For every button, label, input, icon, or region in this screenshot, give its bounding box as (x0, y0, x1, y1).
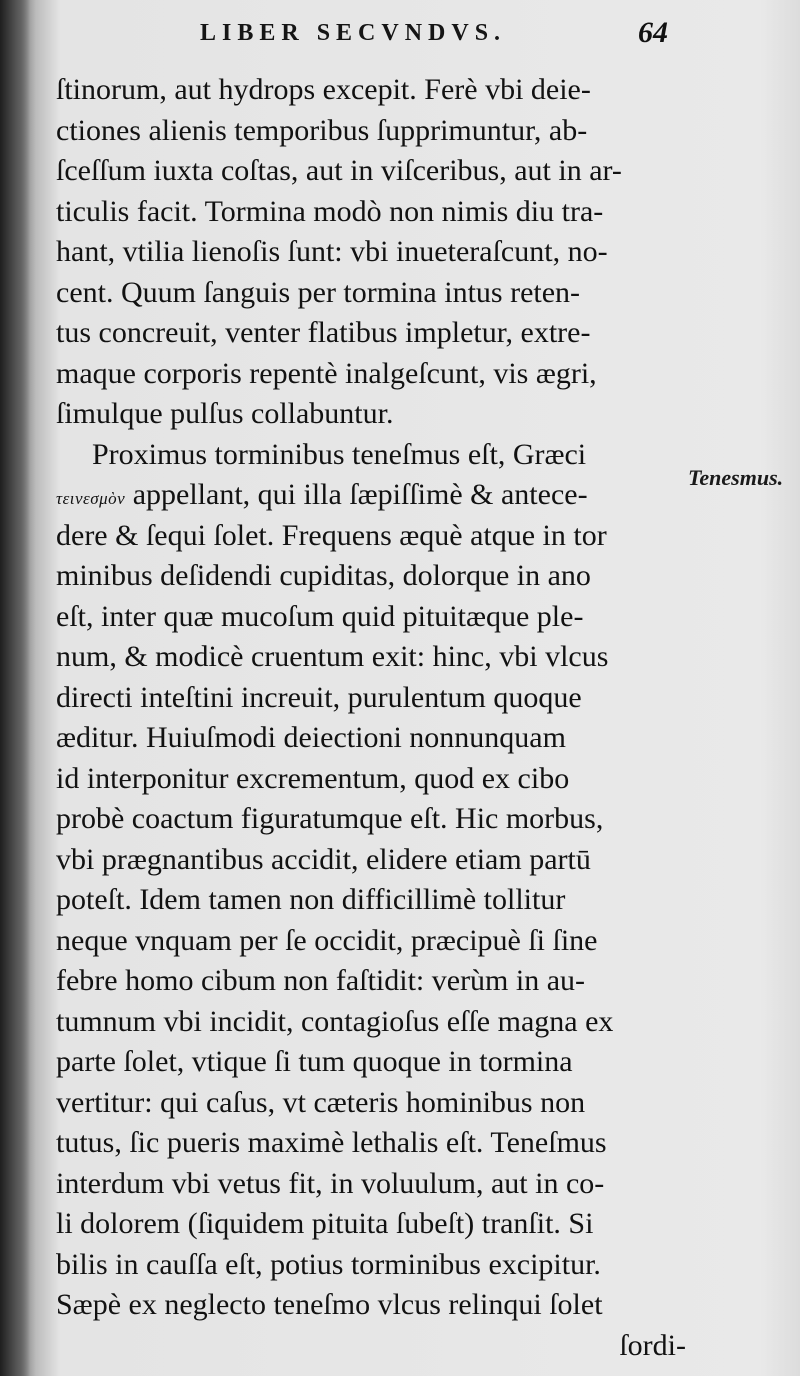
text-line: eſt, inter quæ mucoſum quid pituitæque ple- (56, 599, 584, 633)
page-number: 64 (638, 16, 668, 49)
greek-word: τεινεσμὸν (56, 489, 126, 508)
text-line: interdum vbi vetus fit, in voluulum, aut in co- (56, 1166, 605, 1200)
text-line: Sæpè ex neglecto teneſmo vlcus relinqui ſolet (56, 1288, 603, 1321)
text-line: id interponitur excrementum, quod ex cibo (56, 761, 570, 795)
text-line: neque vnquam per ſe occidit, præcipuè ſi ſine (56, 923, 598, 957)
text-line-with-greek (56, 475, 686, 516)
text-line: tumnum vbi incidit, contagioſus eſſe magna ex (56, 1004, 614, 1038)
marginal-note: Tenesmus. (688, 465, 784, 490)
text-line: tutus, ſic pueris maximè lethalis eſt. Teneſmus (56, 1126, 607, 1159)
text-line: ticulis facit. Tormina modò non nimis diu tra- (56, 194, 604, 228)
text-line: ſtinorum, aut hydrops excepit. Ferè vbi deie- (56, 73, 591, 106)
book-gutter (0, 0, 30, 1376)
text-line: bilis in cauſſa eſt, potius torminibus excipitur. (56, 1247, 601, 1281)
text-line: cent. Quum ſanguis per tormina intus reten- (56, 275, 581, 309)
page-header (180, 14, 680, 54)
text-line: dere & ſequi ſolet. Frequens æquè atque in tor (56, 518, 607, 552)
text-line: ctiones alienis temporibus ſupprimuntur, ab- (56, 113, 588, 147)
text-line: minibus deſidendi cupiditas, dolorque in ano (56, 559, 591, 592)
text-line: maque corporis repentè inalgeſcunt, vis ægri, (56, 356, 597, 390)
text-line: febre homo cibum non faſtidit: verùm in au- (56, 964, 586, 997)
text-line: hant, vtilia lienoſis ſunt: vbi inueteraſcunt, no- (56, 235, 608, 268)
text-line: vbi prægnantibus accidit, elidere etiam partū (56, 842, 591, 876)
text-line: ſceſſum iuxta coſtas, aut in viſceribus, aut in ar- (56, 154, 622, 187)
text-line: tus concreuit, venter flatibus impletur, extre- (56, 316, 591, 349)
text-line: li dolorem (ſiquidem pituita ſubeſt) tranſit. Si (56, 1207, 594, 1240)
text-line: probè coactum figuratumque eſt. Hic morbus, (56, 802, 604, 835)
text-line: num, & modicè cruentum exit: hinc, vbi vlcus (56, 640, 609, 673)
main-text-block (56, 70, 686, 1366)
text-line: ſimulque pulſus collabuntur. (56, 397, 394, 430)
text-line: poteſt. Idem tamen non difficillimè tollitur (56, 883, 566, 916)
running-head: LIBER SECVNDVS. (200, 20, 507, 46)
paragraph-start-line: Proximus torminibus teneſmus eſt, Græci (92, 437, 587, 471)
text-line: æditur. Huiuſmodi deiectioni nonnunquam (56, 721, 566, 754)
text-line: vertitur: qui caſus, vt cæteris hominibus non (56, 1085, 586, 1119)
text-line: parte ſolet, vtique ſi tum quoque in tormina (56, 1045, 573, 1078)
text-line-rest: appellant, qui illa ſæpiſſimè & antece- (132, 478, 588, 511)
catchword-line: ſordi- (619, 1328, 686, 1362)
text-line: directi inteſtini increuit, purulentum quoque (56, 680, 582, 714)
